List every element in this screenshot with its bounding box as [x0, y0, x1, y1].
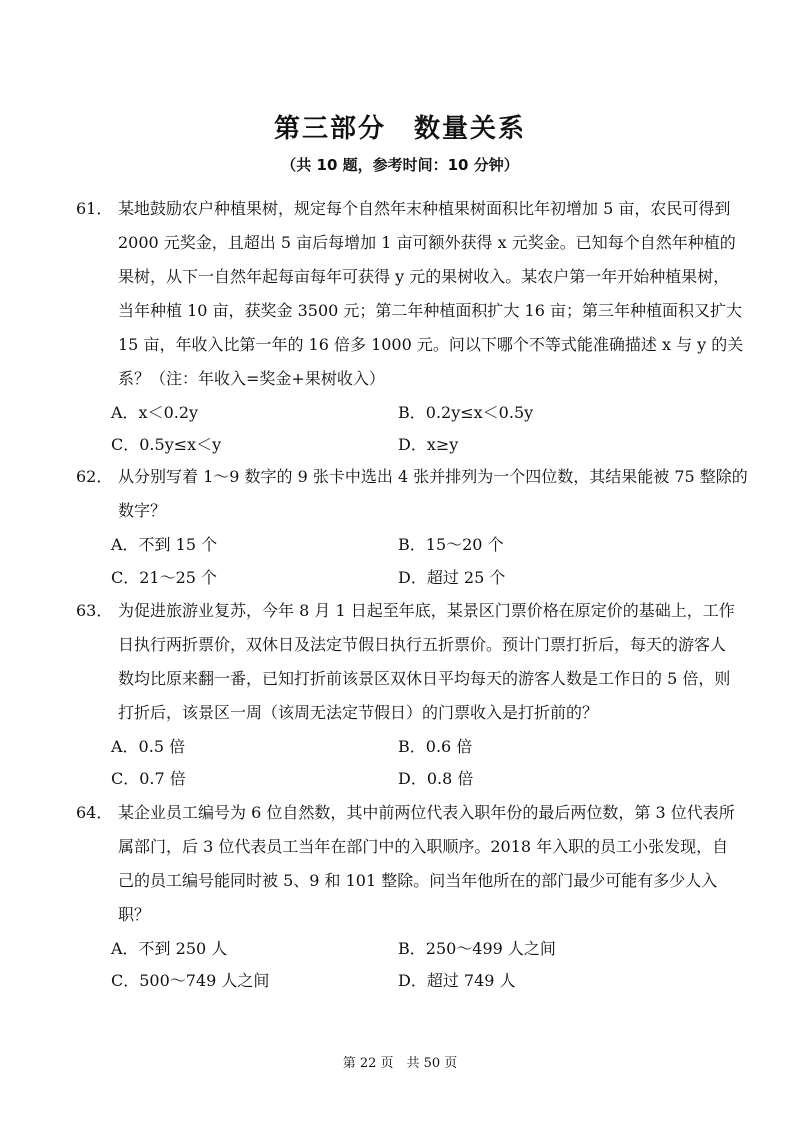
option-d: D．0.8 倍	[398, 769, 474, 788]
question-text-line: 打折后，该景区一周（该周无法定节假日）的门票收入是打折前的？	[118, 703, 599, 722]
question-text-line: 某企业员工编号为 6 位自然数，其中前两位代表入职年份的最后两位数，第 3 位代表所	[118, 803, 735, 822]
section-title: 第三部分 数量关系	[273, 114, 526, 144]
option-a: A．x＜0.2y	[111, 403, 199, 422]
question-number: 61．	[76, 199, 113, 218]
question-text-line: 职？	[118, 905, 151, 924]
question-text-line: 属部门，后 3 位代表员工当年在部门中的入职顺序。2018 年入职的员工小张发现，自	[118, 837, 729, 856]
question-text-line: 某地鼓励农户种植果树，规定每个自然年末种植果树面积比年初增加 5 亩，农民可得到	[118, 199, 731, 218]
question-text-line: 从分别写着 1～9 数字的 9 张卡中选出 4 张并排列为一个四位数，其结果能被 75 整除的	[118, 467, 748, 486]
question-text-line: 果树，从下一自然年起每亩每年可获得 y 元的果树收入。某农户第一年开始种植果树，	[118, 267, 730, 286]
option-c: C．500～749 人之间	[111, 971, 270, 990]
question-text-line: 15 亩，年收入比第一年的 16 倍多 1000 元。问以下哪个不等式能准确描述 x 与 y 的关	[118, 335, 744, 354]
option-a: A．0.5 倍	[111, 737, 186, 756]
question-text-line: 日执行两折票价，双休日及法定节假日执行五折票价。预计门票打折后，每天的游客人	[118, 635, 727, 654]
option-b: B．15～20 个	[398, 535, 504, 554]
question-text-line: 为促进旅游业复苏，今年 8 月 1 日起至年底，某景区门票价格在原定价的基础上，工作	[118, 601, 735, 620]
option-c: C．0.5y≤x＜y	[111, 435, 222, 454]
question-number: 64．	[76, 803, 113, 822]
question-text-line: 当年种植 10 亩，获奖金 3500 元；第二年种植面积扩大 16 亩；第三年种植面积又扩大	[118, 301, 742, 320]
option-a: A．不到 15 个	[111, 535, 218, 554]
option-b: B．0.6 倍	[398, 737, 473, 756]
option-b: B．250～499 人之间	[398, 939, 556, 958]
option-d: D．x≥y	[398, 435, 459, 454]
option-b: B．0.2y≤x＜0.5y	[398, 403, 534, 422]
option-d: D．超过 749 人	[398, 971, 516, 990]
question-number: 62．	[76, 467, 113, 486]
page-footer: 第 22 页 共 50 页	[342, 1056, 458, 1071]
question-text-line: 系？（注：年收入=奖金+果树收入）	[118, 369, 385, 388]
question-number: 63．	[76, 601, 113, 620]
option-c: C．21～25 个	[111, 568, 218, 587]
option-a: A．不到 250 人	[111, 939, 228, 958]
question-text-line: 2000 元奖金，且超出 5 亩后每增加 1 亩可额外获得 x 元奖金。已知每个自然年种植的	[118, 233, 736, 252]
question-text-line: 己的员工编号能同时被 5、9 和 101 整除。问当年他所在的部门最少可能有多少人入	[118, 871, 718, 890]
question-text-line: 数均比原来翻一番，已知打折前该景区双休日平均每天的游客人数是工作日的 5 倍，则	[118, 669, 731, 688]
section-subtitle: （共 10 题，参考时间：10 分钟）	[281, 156, 519, 174]
question-text-line: 数字？	[118, 501, 167, 520]
option-d: D．超过 25 个	[398, 568, 506, 587]
option-c: C．0.7 倍	[111, 769, 186, 788]
